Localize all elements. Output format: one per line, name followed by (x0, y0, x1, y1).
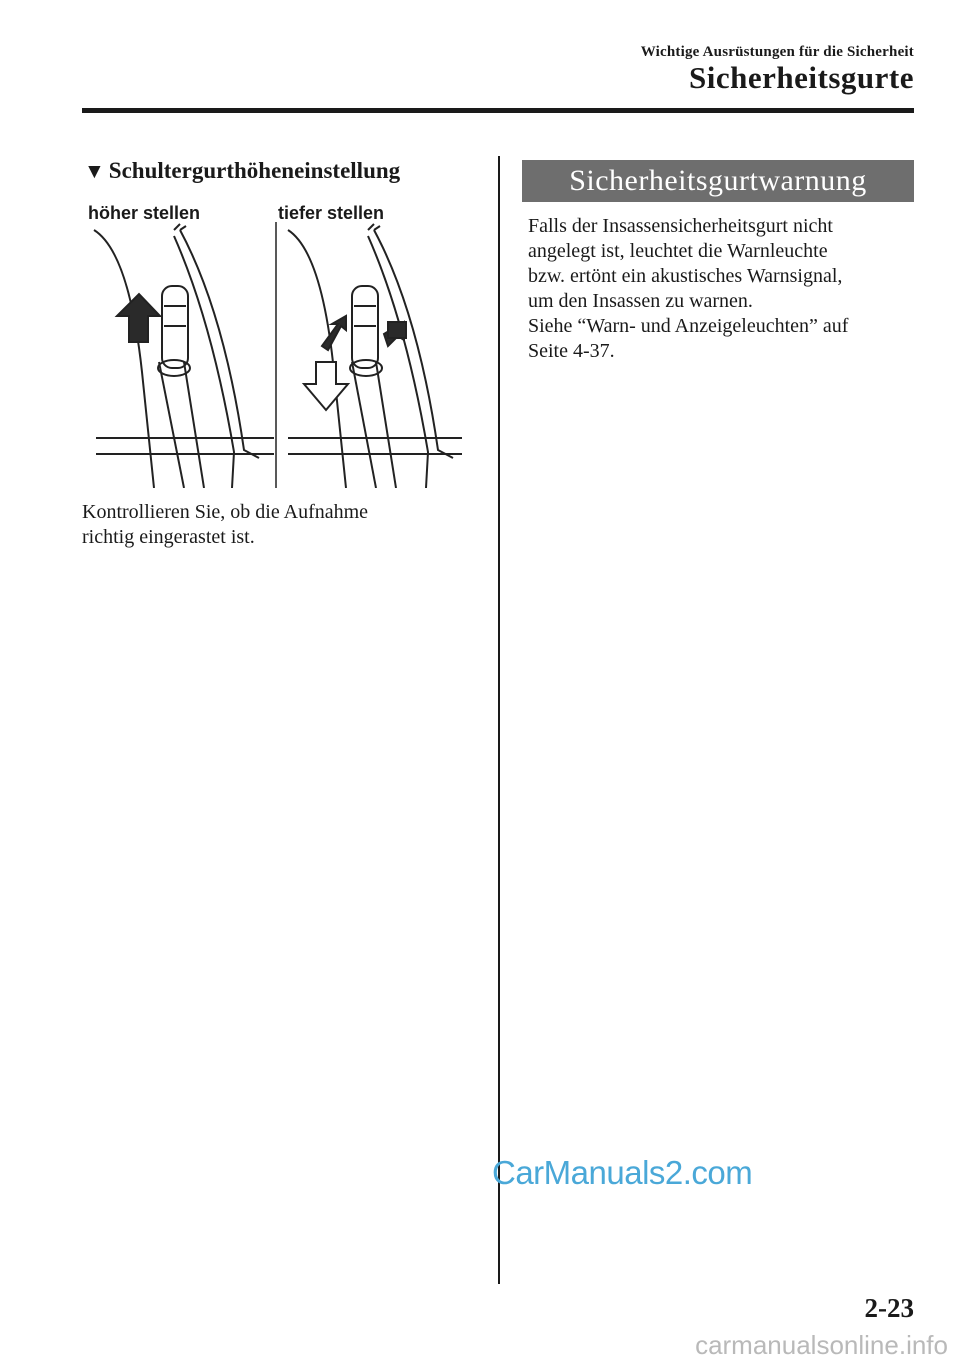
left-body-text (82, 500, 482, 550)
right-body-text (528, 214, 908, 364)
section-heading (84, 158, 400, 184)
arrow-up-icon (117, 294, 160, 342)
section-heading-text: Schultergurthöheneinstellung (108, 158, 401, 183)
text-line: um den Insassen zu warnen. (528, 290, 753, 312)
triangle-marker-icon: ▼ (84, 159, 105, 183)
release-button-icon (388, 322, 406, 338)
pillar-right-panel (288, 224, 462, 488)
header-rule (82, 108, 914, 113)
seatbelt-height-figure (84, 222, 466, 488)
pillar-left-panel (94, 224, 274, 488)
text-line: Falls der Insassensicherheitsgurt nicht (528, 215, 833, 237)
text-line: Kontrollieren Sie, ob die Aufnahme (82, 501, 369, 523)
text-line: angelegt ist, leuchtet die Warnleuchte (528, 240, 828, 262)
column-divider (498, 156, 500, 1284)
footer-site-link[interactable]: carmanualsonline.info (695, 1330, 948, 1360)
figure-label-lower: tiefer stellen (278, 203, 385, 223)
arrow-down-icon (304, 362, 348, 410)
page-number: 2-23 (864, 1293, 914, 1323)
section-banner: Sicherheitsgurtwarnung (522, 160, 914, 202)
figure-label-raise: höher stellen (88, 203, 201, 223)
squeeze-arrow-left-icon (322, 316, 346, 350)
text-line: richtig eingerastet ist. (82, 526, 255, 548)
page-title: Sicherheitsgurte (689, 60, 914, 95)
text-line: Siehe “Warn- und Anzeigeleuchten” auf (528, 315, 849, 337)
text-line: bzw. ertönt ein akustisches Warnsignal, (528, 265, 843, 287)
chapter-title: Wichtige Ausrüstungen für die Sicherheit (640, 44, 914, 60)
text-line: Seite 4-37. (528, 340, 615, 362)
watermark-logo: CarManuals2.com (492, 1154, 753, 1191)
